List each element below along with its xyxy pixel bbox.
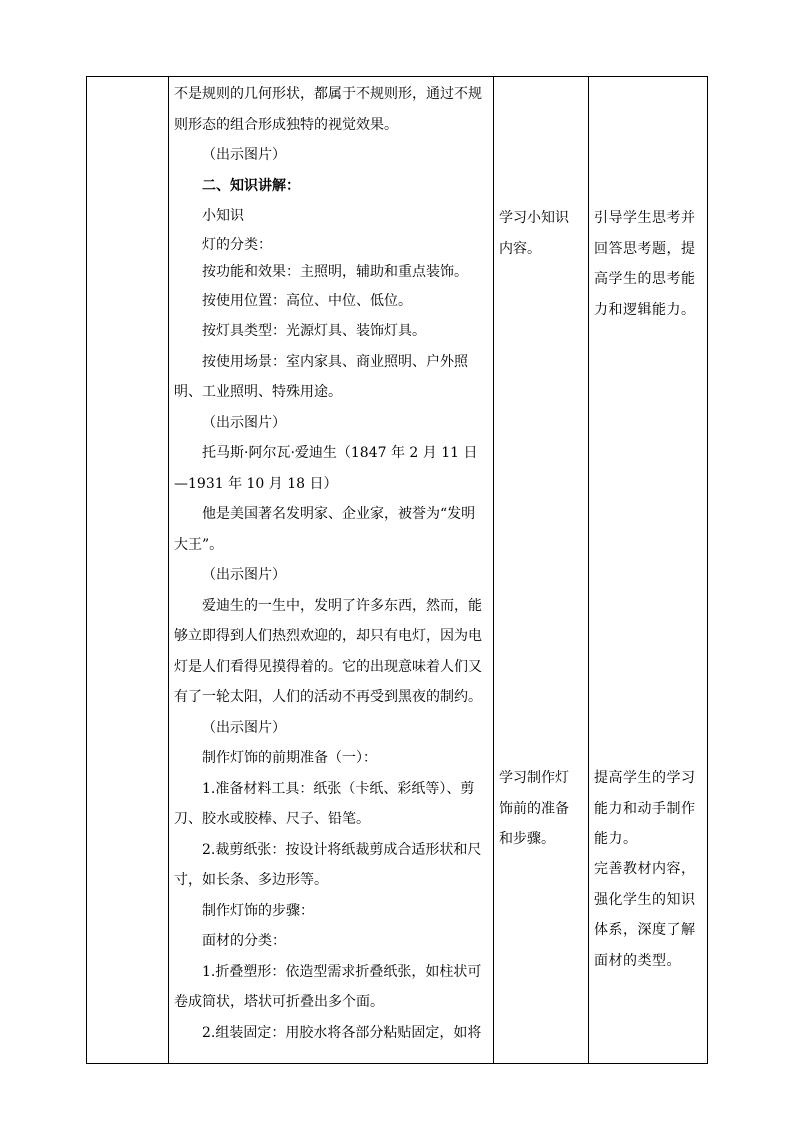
content-paragraph: （出示图片）: [202, 147, 286, 163]
content-paragraph: （出示图片）: [202, 567, 286, 583]
content-paragraph: 1.折叠塑形：依造型需求折叠纸张，如柱状可卷成筒状，塔状可折叠出多个面。: [174, 963, 482, 1010]
design-intent-column: [588, 77, 709, 1063]
content-paragraph: 面材的分类：: [202, 933, 286, 949]
design-intent-text: 引导学生思考并回答思考题，提高学生的思考能力和逻辑能力。: [594, 210, 696, 318]
content-paragraph: 1.准备材料工具：纸张（卡纸、彩纸等）、剪刀、胶水或胶棒、尺子、铅笔。: [174, 780, 475, 827]
teaching-content-column: [169, 77, 494, 1063]
content-paragraph: 制作灯饰的步骤：: [202, 902, 314, 919]
content-paragraph: （出示图片）: [202, 414, 286, 431]
student-activity-column: [493, 77, 588, 1063]
section-heading: 二、知识讲解：: [202, 177, 300, 194]
stage-column: [87, 77, 168, 1063]
design-intent-text: 完善教材内容，强化学生的知识体系，深度了解面材的类型。: [594, 861, 696, 969]
student-activity-text: 学习制作灯饰前的准备和步骤。: [499, 770, 569, 847]
lesson-table: [86, 76, 708, 1064]
content-paragraph: 按功能和效果：主照明，辅助和重点装饰。: [202, 263, 468, 280]
content-paragraph: 他是美国著名发明家、企业家，被誉为“发明大王”。: [174, 506, 476, 553]
design-intent-text: 提高学生的学习能力和动手制作能力。: [594, 770, 696, 847]
content-paragraph: 爱迪生的一生中，发明了许多东西，然而，能够立即得到人们热烈欢迎的，却只有电灯，因为电灯是人们看得见摸得着的。它的出现意味着人们又有了一轮太阳，人们的活动不再受到黑夜的制约。: [174, 597, 482, 705]
content-paragraph: 按灯具类型：光源灯具、装饰灯具。: [202, 323, 426, 339]
content-paragraph: 按使用场景：室内家具、商业照明、户外照明、工业照明、特殊用途。: [174, 353, 468, 400]
content-paragraph: 托马斯·阿尔瓦·爱迪生（1847 年 2 月 11 日—1931 年 10 月 18 日）: [174, 445, 478, 492]
content-paragraph: （出示图片）: [202, 719, 286, 736]
student-activity-text: 学习小知识内容。: [499, 210, 569, 257]
content-paragraph: 不是规则的几何形状，都属于不规则形，通过不规则形态的组合形成独特的视觉效果。: [174, 86, 482, 133]
content-paragraph: 按使用位置：高位、中位、低位。: [202, 292, 412, 309]
content-paragraph: 2.组装固定：用胶水将各部分粘贴固定，如将: [202, 1024, 482, 1041]
content-paragraph: 灯的分类：: [202, 236, 272, 253]
content-paragraph: 小知识: [202, 208, 244, 224]
content-paragraph: 2.裁剪纸张：按设计将纸裁剪成合适形状和尺寸，如长条、多边形等。: [174, 841, 482, 888]
content-paragraph: 制作灯饰的前期准备（一）：: [202, 750, 377, 766]
